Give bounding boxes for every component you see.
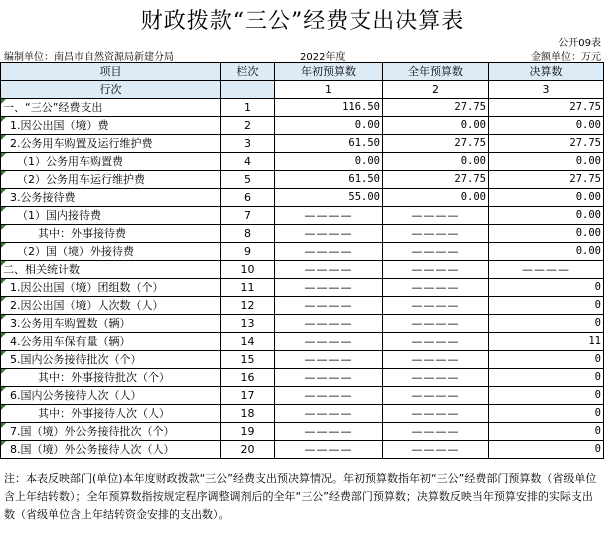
line-number: 9	[221, 243, 275, 261]
item-name: 1.因公出国（境）团组数（个）	[1, 279, 221, 297]
item-name: 其中：外事接待人次（人）	[1, 405, 221, 423]
table-row	[1, 99, 604, 117]
item-name: 3.公务接待费	[1, 189, 221, 207]
cell-comment-marker	[1, 351, 6, 356]
budget-full-value: ————	[383, 333, 489, 351]
cell-comment-marker	[1, 99, 6, 104]
item-name: 8.国（境）外公务接待人次（人）	[1, 441, 221, 459]
cell-comment-marker	[1, 297, 6, 302]
line-number: 12	[221, 297, 275, 315]
final-value: 0	[489, 405, 604, 423]
budget-full-value: ————	[383, 423, 489, 441]
header-col-no: 栏次	[221, 63, 275, 81]
budget-initial-value: ————	[275, 207, 383, 225]
line-number: 2	[221, 117, 275, 135]
cell-comment-marker	[1, 261, 6, 266]
item-name: 5.国内公务接待批次（个）	[1, 351, 221, 369]
budget-full-value: ————	[383, 441, 489, 459]
final-value: 0.00	[489, 207, 604, 225]
form-number: 公开09表	[558, 38, 601, 49]
cell-comment-marker	[1, 333, 6, 338]
budget-full-value: ————	[383, 297, 489, 315]
report-year: 2022年度	[300, 52, 346, 63]
table-row	[1, 423, 604, 441]
budget-initial-value: ————	[275, 369, 383, 387]
budget-full-value: ————	[383, 351, 489, 369]
item-name: 4.公务用车保有量（辆）	[1, 333, 221, 351]
table-row	[1, 387, 604, 405]
line-number: 10	[221, 261, 275, 279]
budget-full-value: ————	[383, 315, 489, 333]
line-number: 13	[221, 315, 275, 333]
final-value: 0	[489, 297, 604, 315]
budget-initial-value: 61.50	[275, 135, 383, 153]
cell-comment-marker	[1, 369, 6, 374]
table-row	[1, 225, 604, 243]
budget-full-value: ————	[383, 207, 489, 225]
final-value: 0.00	[489, 225, 604, 243]
budget-initial-value: ————	[275, 297, 383, 315]
line-number: 6	[221, 189, 275, 207]
row-index-c2: 2	[383, 81, 489, 99]
line-number: 5	[221, 171, 275, 189]
header-row	[1, 63, 604, 81]
item-name: 其中：外事接待费	[1, 225, 221, 243]
cell-comment-marker	[1, 171, 6, 176]
line-number: 16	[221, 369, 275, 387]
cell-comment-marker	[1, 279, 6, 284]
final-value: 27.75	[489, 171, 604, 189]
final-value: 27.75	[489, 135, 604, 153]
item-name: （2）公务用车运行维护费	[1, 171, 221, 189]
amount-unit: 金额单位：万元	[531, 52, 601, 63]
line-number: 7	[221, 207, 275, 225]
row-index-blank	[221, 81, 275, 99]
budget-full-value: ————	[383, 387, 489, 405]
item-name: 6.国内公务接待人次（人）	[1, 387, 221, 405]
budget-full-value: ————	[383, 279, 489, 297]
cell-comment-marker	[1, 441, 6, 446]
cell-comment-marker	[1, 387, 6, 392]
final-value: 27.75	[489, 99, 604, 117]
budget-initial-value: ————	[275, 279, 383, 297]
line-number: 11	[221, 279, 275, 297]
header-budget-full: 全年预算数	[383, 63, 489, 81]
final-value: 0.00	[489, 189, 604, 207]
budget-initial-value: ————	[275, 225, 383, 243]
budget-full-value: ————	[383, 225, 489, 243]
budget-full-value: ————	[383, 243, 489, 261]
table-row	[1, 351, 604, 369]
table-row	[1, 171, 604, 189]
header-final: 决算数	[489, 63, 604, 81]
header-budget-initial: 年初预算数	[275, 63, 383, 81]
budget-initial-value: ————	[275, 333, 383, 351]
table-row	[1, 153, 604, 171]
budget-full-value: ————	[383, 369, 489, 387]
item-name: 一、“三公”经费支出	[1, 99, 221, 117]
table-row	[1, 207, 604, 225]
report-title: 财政拨款“三公”经费支出决算表	[140, 9, 465, 34]
table-row	[1, 279, 604, 297]
cell-comment-marker	[1, 243, 6, 248]
line-number: 18	[221, 405, 275, 423]
line-number: 19	[221, 423, 275, 441]
table-row	[1, 369, 604, 387]
budget-initial-value: ————	[275, 243, 383, 261]
final-value: 0	[489, 441, 604, 459]
item-name: 7.国（境）外公务接待批次（个）	[1, 423, 221, 441]
final-value: 0	[489, 279, 604, 297]
table-row	[1, 189, 604, 207]
budget-full-value: 0.00	[383, 117, 489, 135]
table-row	[1, 333, 604, 351]
item-name: 2.因公出国（境）人次数（人）	[1, 297, 221, 315]
cell-comment-marker	[1, 153, 6, 158]
compiling-unit: 编制单位：南昌市自然资源局新建分局	[4, 52, 174, 63]
cell-comment-marker	[1, 207, 6, 212]
table-row	[1, 135, 604, 153]
item-name: （1）国内接待费	[1, 207, 221, 225]
cell-comment-marker	[1, 135, 6, 140]
budget-initial-value: 116.50	[275, 99, 383, 117]
cell-comment-marker	[1, 405, 6, 410]
cell-comment-marker	[1, 315, 6, 320]
budget-initial-value: ————	[275, 441, 383, 459]
final-value: 0	[489, 351, 604, 369]
table-row	[1, 243, 604, 261]
header-item: 项目	[1, 63, 221, 81]
budget-initial-value: ————	[275, 423, 383, 441]
row-index-c3: 3	[489, 81, 604, 99]
footnote: 注：本表反映部门(单位)本年度财政拨款“三公”经费支出预决算情况。年初预算数指年初“三公”经费部门预算数（省级单位含上年结转数）；全年预算数指按规定程序调整调剂后的全年“三公”经费部门预算数；决算数反映当年预算安排的实际支出数（省级单位含上年结转资金安排的支出数）。	[4, 472, 597, 521]
budget-initial-value: ————	[275, 315, 383, 333]
cell-comment-marker	[1, 117, 6, 122]
item-name: （1）公务用车购置费	[1, 153, 221, 171]
budget-initial-value: ————	[275, 351, 383, 369]
final-value: 0.00	[489, 153, 604, 171]
final-value: 0.00	[489, 243, 604, 261]
final-value: ————	[489, 261, 604, 279]
final-value: 0	[489, 423, 604, 441]
budget-full-value: 0.00	[383, 189, 489, 207]
budget-initial-value: ————	[275, 405, 383, 423]
table-row	[1, 297, 604, 315]
expenditure-table	[0, 62, 604, 459]
line-number: 20	[221, 441, 275, 459]
item-name: 二、相关统计数	[1, 261, 221, 279]
budget-full-value: ————	[383, 261, 489, 279]
line-number: 8	[221, 225, 275, 243]
budget-full-value: 27.75	[383, 135, 489, 153]
item-name: 3.公务用车购置数（辆）	[1, 315, 221, 333]
line-number: 17	[221, 387, 275, 405]
table-row	[1, 441, 604, 459]
line-number: 4	[221, 153, 275, 171]
budget-initial-value: 0.00	[275, 153, 383, 171]
item-name: （2）国（境）外接待费	[1, 243, 221, 261]
budget-initial-value: 55.00	[275, 189, 383, 207]
final-value: 0	[489, 387, 604, 405]
final-value: 0.00	[489, 117, 604, 135]
table-row	[1, 315, 604, 333]
row-index-c1: 1	[275, 81, 383, 99]
table-row	[1, 117, 604, 135]
table-row	[1, 261, 604, 279]
budget-initial-value: 0.00	[275, 117, 383, 135]
final-value: 11	[489, 333, 604, 351]
cell-comment-marker	[1, 189, 6, 194]
final-value: 0	[489, 315, 604, 333]
budget-initial-value: 61.50	[275, 171, 383, 189]
budget-full-value: ————	[383, 405, 489, 423]
budget-full-value: 27.75	[383, 99, 489, 117]
item-name: 1.因公出国（境）费	[1, 117, 221, 135]
row-index-row	[1, 81, 604, 99]
item-name: 2.公务用车购置及运行维护费	[1, 135, 221, 153]
line-number: 15	[221, 351, 275, 369]
budget-initial-value: ————	[275, 387, 383, 405]
line-number: 14	[221, 333, 275, 351]
budget-full-value: 27.75	[383, 171, 489, 189]
budget-initial-value: ————	[275, 261, 383, 279]
line-number: 1	[221, 99, 275, 117]
row-index-label: 行次	[1, 81, 221, 99]
table-row	[1, 405, 604, 423]
final-value: 0	[489, 369, 604, 387]
cell-comment-marker	[1, 423, 6, 428]
item-name: 其中：外事接待批次（个）	[1, 369, 221, 387]
budget-full-value: 0.00	[383, 153, 489, 171]
line-number: 3	[221, 135, 275, 153]
cell-comment-marker	[1, 225, 6, 230]
